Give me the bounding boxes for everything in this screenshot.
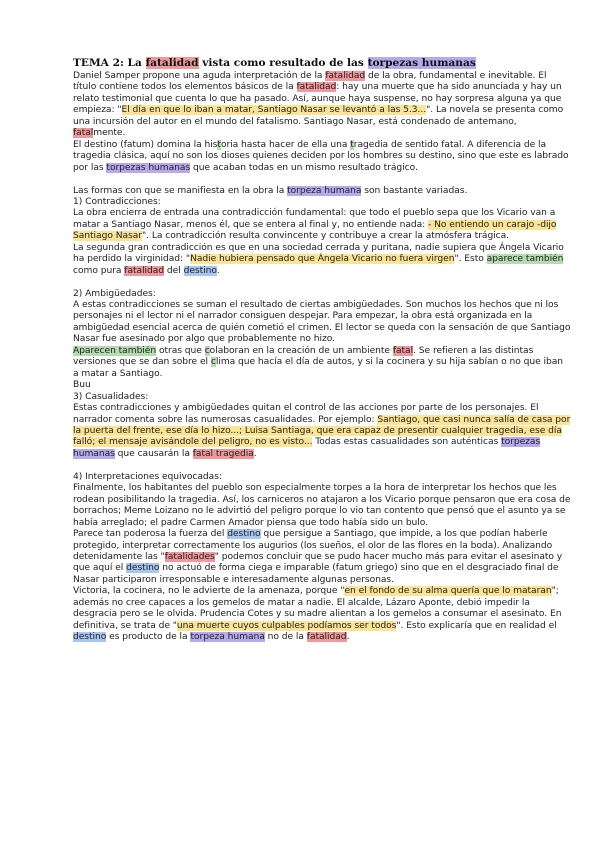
paragraph	[73, 71, 571, 140]
text-run: de la obra, fundamental e inevitable. El título contiene todos los elementos básicos de la	[73, 71, 547, 93]
paragraph	[73, 208, 571, 242]
text-run: no actuó de forma ciega e imparable (fatum griego) sino que en el desgraciado final de Nasar participaron irresponsable e interesadamente algunas personas.	[73, 563, 559, 585]
highlight-blue: destino	[183, 265, 217, 276]
blank-line	[73, 277, 571, 288]
text-run: .	[346, 632, 350, 643]
highlight-green: c	[210, 357, 216, 368]
text-run: TEMA 2: La	[73, 57, 146, 69]
paragraph	[73, 197, 571, 208]
highlight-green: t	[350, 139, 354, 150]
text-run: Finalmente, los habitantes del pueblo son especialmente torpes a la hora de interpretar los hechos que les rodean posibilitando la tragedia. Así, los carniceros no atajaron a los Vicario porque pensaron que era cosa de borrachos; Meme Loizano no le advirtió del peligro porque lo vio tan contento que pensó que el asunto ya se había arreglado; el padre Carmen Amador piensa que todo había sido un bulo.	[73, 483, 571, 528]
highlight-blue: destino	[227, 529, 261, 540]
highlight-purple: torpezas humanas	[73, 437, 541, 459]
text-run: como pura	[73, 265, 125, 276]
highlight-red: fatalidad	[124, 265, 165, 276]
highlight-blue: destino	[73, 632, 107, 643]
text-run: oria hasta hacer de ella una	[220, 139, 351, 150]
highlight-purple: torpeza humana	[190, 632, 265, 643]
highlight-yellow: El día en que lo iban a matar, Santiago Nasar se levantó a las 5.3...	[121, 105, 427, 116]
paragraph	[73, 483, 571, 529]
highlight-yellow: en el fondo de su alma quería que lo mataran	[344, 586, 552, 597]
text-run: lima que hacía el día de autos, y si la cocinera y su hija sabían o no que iban a matar a Santiago.	[73, 357, 564, 379]
text-run: vista como resultado de las	[198, 57, 368, 69]
highlight-red: fatalidad	[325, 71, 366, 81]
text-run: .	[216, 265, 220, 276]
blank-line	[73, 460, 571, 471]
text-run: ". Esto	[454, 254, 487, 265]
highlight-purple: torpeza humana	[287, 185, 362, 196]
text-run: A estas contradicciones se suman el resultado de ciertas ambigüedades. Son muchos los hechos que ni los personajes ni el lector ni el narrador consiguen despejar. Para empezar, la obra está organizada en la ambigüedad esencial acerca de quién cometió el crimen. El lector se queda con la sensación de que Santiago Nasar fue asesinado por algo que probablemente no hizo.	[73, 300, 571, 345]
highlight-red: fatal	[73, 128, 94, 139]
highlight-red: fatalidad	[296, 82, 337, 93]
highlight-blue: destino	[126, 563, 160, 574]
text-run: El destino (fatum) domina la his	[73, 139, 218, 150]
paragraph	[73, 243, 571, 277]
paragraph	[73, 140, 571, 174]
text-run: que persigue a Santiago, que impide, a los que podían haberle protegido, interpretar correctamente los augurios (los sueños, el olor de las flores en la boda). Analizando detenidamente las "	[73, 529, 553, 562]
highlight-purple: torpezas humanas	[367, 57, 476, 69]
text-run: Estas contradicciones y ambigüedades quitan el control de las acciones por parte de los personajes. El narrador comenta sobre las numerosas casualidades. Por ejemplo:	[73, 403, 539, 425]
highlight-red: fatal tragedia	[192, 448, 254, 459]
paragraph	[73, 380, 571, 391]
blank-line	[73, 174, 571, 185]
text-run: Las formas con que se manifiesta en la obra la	[73, 185, 288, 196]
text-run: 3) Casualidades:	[73, 391, 149, 402]
text-run: otras que	[156, 345, 205, 356]
highlight-red: fatalidad	[145, 57, 199, 69]
text-run: " podemos concluir que se pudo hacer mucho más para evitar el asesinato y que aquí el	[73, 551, 563, 574]
text-run: La segunda gran contradicción es que en una sociedad cerrada y puritana, nadie supiera que Ángela Vicario ha perdido la virginidad: "	[73, 242, 564, 265]
paragraph	[73, 346, 571, 380]
text-run: del	[164, 265, 184, 276]
paragraph	[73, 186, 571, 197]
highlight-purple: torpezas humanas	[106, 162, 191, 173]
paragraph	[73, 472, 571, 483]
highlight-yellow: Santiago, que casi nunca salía de casa por la puerta del frente, ese día lo hizo...; Luisa Santiaga, que era capaz de presentir cualquier tragedia, ese día falló; el mensaje avisándole del peligro, no es visto...	[73, 414, 571, 448]
text-run: olaboran en la creación de un ambiente	[209, 345, 393, 356]
paragraph	[73, 300, 571, 346]
text-run: Victoria, la cocinera, no le advierte de la amenaza, porque "	[73, 586, 345, 597]
text-run: 4) Interpretaciones equivocadas:	[73, 471, 222, 482]
paragraph	[73, 289, 571, 300]
text-run: .	[253, 448, 257, 459]
text-run: ". La novela se presenta como una incursión del autor en el mundo del fatalismo. Santiago Nasar, está condenado de antemano,	[73, 105, 564, 127]
highlight-yellow: Nadie hubiera pensado que Ángela Vicario no fuera virgen	[190, 254, 455, 265]
text-run: ". La contradicción resulta convincente y contribuye a crear la atmósfera trágica.	[141, 231, 510, 242]
highlight-red: fatalidades	[164, 551, 215, 562]
document-title	[73, 56, 571, 70]
document-body	[73, 71, 571, 644]
text-run: que acaban todas en un mismo resultado trágico.	[190, 162, 418, 173]
text-run: "; además no cree capaces a los gemelos de matar a nadie. El alcalde, Lázaro Aponte, debió impedir la desgracia pero se le olvida. Prudencia Cotes y su madre alientan a los gemelos a consumar el asesinato. En definitiva, se trata de "	[73, 586, 562, 631]
document-page	[73, 56, 571, 644]
highlight-green: aparece también	[486, 254, 564, 265]
text-run: Daniel Samper propone una aguda interpretación de la	[73, 71, 326, 81]
text-run: Todas estas casualidades son auténticas	[312, 437, 502, 448]
text-run: 1) Contradicciones:	[73, 196, 161, 207]
text-run: 2) Ambigüedades:	[73, 288, 156, 299]
text-run: : hay una muerte que ha sido anunciada y hay un relato testimonial que cuenta lo que ha pasado. Así, aunque haya suspense, no hay sorpresa alguna ya que empieza: "	[73, 82, 562, 116]
highlight-red: fatal	[392, 345, 414, 356]
paragraph	[73, 403, 571, 460]
text-run: mente.	[93, 128, 126, 139]
text-run: Buu	[73, 380, 91, 391]
highlight-yellow: - No entiendo un carajo -dijo Santiago Nasar	[73, 219, 557, 242]
paragraph	[73, 586, 571, 643]
highlight-yellow: una muerte cuyos culpables podíamos ser todos	[176, 620, 397, 631]
paragraph	[73, 529, 571, 586]
highlight-green: Aparecen también	[73, 345, 157, 356]
text-run: son bastante variadas.	[361, 185, 468, 196]
text-run: . Se refieren a las distintas versiones que se dan sobre el	[73, 345, 534, 368]
highlight-red: fatalidad	[306, 632, 347, 643]
text-run: La obra encierra de entrada una contradicción fundamental: que todo el pueblo sepa que los Vicario van a matar a Santiago Nasar, menos él, que se entera al final y, no entiende nada:	[73, 208, 556, 230]
text-run: que causarán la	[114, 448, 193, 459]
highlight-green: t	[217, 139, 221, 150]
paragraph	[73, 392, 571, 403]
text-run: ". Esto explicaría que en realidad el	[396, 620, 557, 631]
text-run: Parece tan poderosa la fuerza del	[73, 529, 228, 540]
highlight-green: c	[204, 345, 210, 356]
text-run: ragedia de sentido fatal. A diferencia de la tragedia clásica, aquí no son los dioses quienes deciden por los hombres su destino, sino que este es labrado por las	[73, 139, 569, 173]
text-run: no de la	[264, 632, 307, 643]
text-run: es producto de la	[106, 632, 191, 643]
